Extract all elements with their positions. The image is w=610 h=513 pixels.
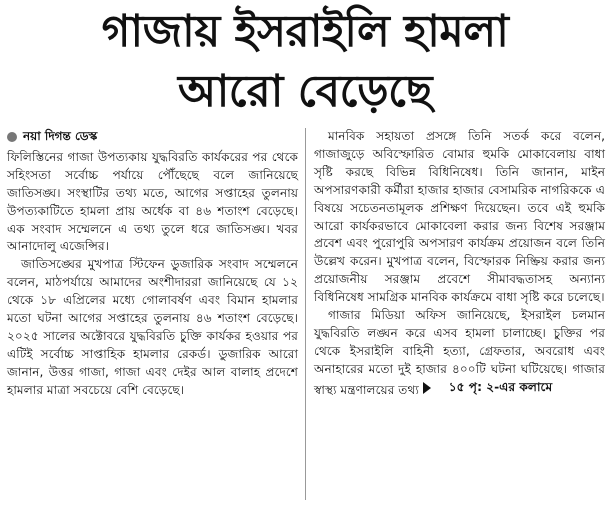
headline-line-1: গাজায় ইসরাইলি হামলা (101, 6, 509, 57)
arrow-right-icon (423, 382, 431, 394)
paragraph: জাতিসঙ্ঘের মুখপাত্র স্টিফেন ডুজারিক সংবাদ সম্মেলনে বলেন, মাঠপর্যায়ে আমাদের অংশীদাররা জানিয়েছে যে ১২ থেকে ১৮ এপ্রিলের মধ্যে গোলাবর্ষণ এবং বিমান হামলার মতো ঘটনা আগের সপ্তাহের তুলনায় ৪৬ শতাংশ বেড়েছে। ২০২৫ সালের অক্টোবরে যুদ্ধবিরতি চুক্তি কার্যকর হওয়ার পর এটিই সর্বোচ্চ সাপ্তাহিক হামলার রেকর্ড। ডুজারিক আরো জানান, উত্তর গাজা, গাজা এবং দেইর আল বালাহ প্রদেশে হামলার মাত্রা সবচেয়ে বেশি বেড়েছে। (7, 257, 298, 397)
paragraph: ফিলিস্তিনের গাজা উপত্যকায় যুদ্ধবিরতি কার্যকরের পর থেকে সহিংসতা সর্বোচ্চ পর্যায়ে পৌঁছেছে বলে জানিয়েছে জাতিসঙ্ঘ। সংস্থাটির তথ্য মতে, আগের সপ্তাহের তুলনায় উপত্যকাটিতে হামলা প্রায় অর্ধেক বা ৪৬ শতাংশ বেড়েছে। এক সংবাদ সম্মেলনে এ তথ্য তুলে ধরে জাতিসঙ্ঘ। খবর আনাদোলু এজেন্সির। (7, 149, 298, 254)
byline-text: নয়া দিগন্ত ডেস্ক (23, 129, 98, 143)
paragraph (314, 307, 605, 399)
byline (7, 128, 298, 146)
right-column (314, 128, 605, 400)
headline-line-2: আরো বেড়েছে (177, 66, 433, 117)
continuation-marker (423, 379, 552, 397)
paragraph: মানবিক সহায়তা প্রসঙ্গে তিনি সতর্ক করে বলেন, গাজাজুড়ে অবিস্ফোরিত বোমার হুমকি মোকাবেলায় বাধা সৃষ্টি করছে বিভিন্ন বিধিনিষেধ। তিনি জানান, মাইন অপসারণকারী কর্মীরা হাজার হাজার বেসামরিক নাগরিককে এ বিষয়ে সচেতনতামূলক প্রশিক্ষণ দিয়েছেন। তবে এই হুমকি আরো কার্যকরভাবে মোকাবেলা করার জন্য বিশেষ সরঞ্জাম প্রবেশ এবং পুরোপুরি অপসারণ কার্যক্রম প্রয়োজন বলে তিনি উল্লেখ করেন। মুখপাত্র বলেন, বিস্ফোরক নিষ্ক্রিয় করার জন্য প্রয়োজনীয় সরঞ্জাম প্রবেশে সীমাবদ্ধতাসহ অন্যান্য বিধিনিষেধ সামগ্রিক মানবিক কার্যক্রমে বাধা সৃষ্টি করে চলেছে। (314, 129, 605, 305)
column-divider (305, 128, 306, 500)
bullet-icon (7, 132, 17, 142)
continuation-text: ১৫ পৃ: ২-এর কলামে (448, 379, 553, 394)
left-column (7, 128, 298, 400)
paragraph-text: গাজার মিডিয়া অফিস জানিয়েছে, ইসরাইল চলমান যুদ্ধবিরতি লঙ্ঘন করে এসব হামলা চালাচ্ছে। চুক্তির পর থেকে ইসরাইলি বাহিনী হত্যা, গ্রেফতার, অবরোধ এবং অনাহারের মতো দুই হাজার ৪০০টি ঘটনা ঘটিয়েছে। গাজার স্বাস্থ্য মন্ত্রণালয়ের তথ্য (314, 308, 605, 397)
